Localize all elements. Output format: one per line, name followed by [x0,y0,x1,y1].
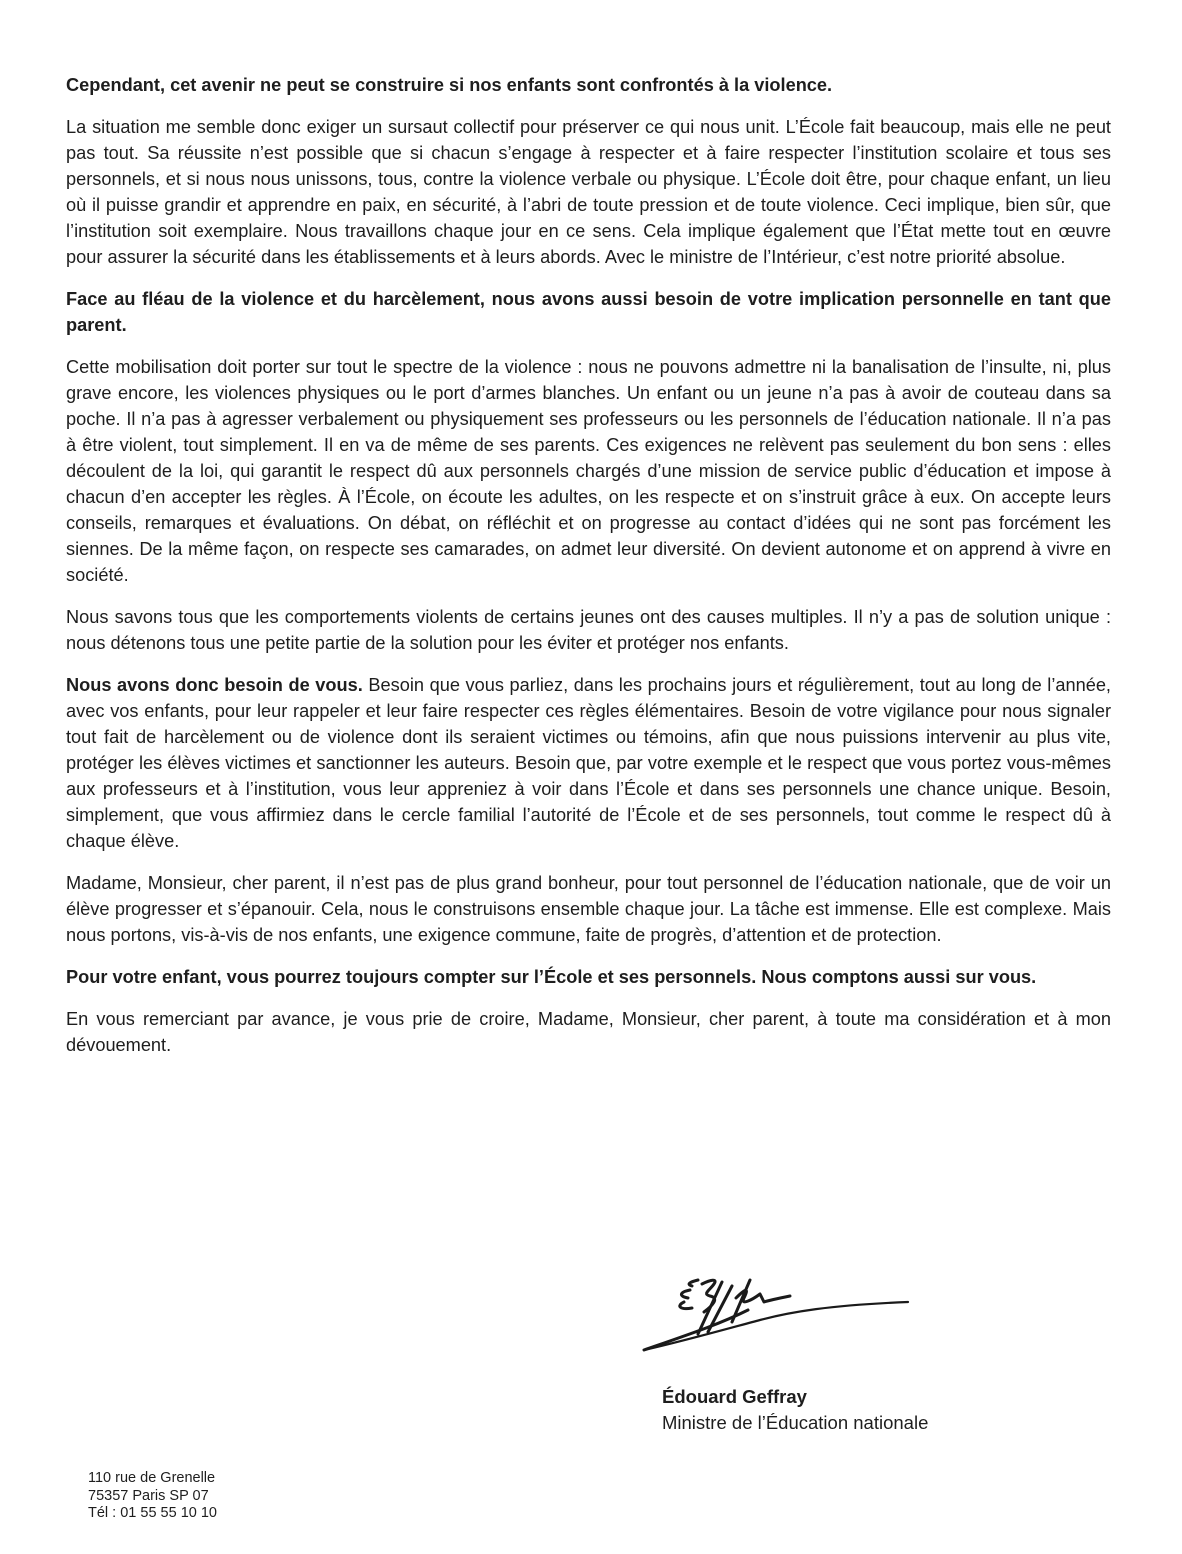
address-street: 110 rue de Grenelle [88,1470,216,1486]
address-phone: Tél : 01 55 55 10 10 [88,1505,217,1521]
signer-title: Ministre de l’Éducation nationale [662,1412,929,1433]
address-block [88,1470,217,1523]
paragraph-bold-lead: Pour votre enfant, vous pourrez toujours compter sur l’École et ses personnels. Nous comptons aussi sur vous. [66,967,1037,987]
address-city: 75357 Paris SP 07 [88,1487,209,1504]
paragraph-1 [66,72,1111,98]
paragraph-4 [66,354,1111,588]
paragraph-9 [66,1006,1111,1058]
paragraph-text: Nous savons tous que les comportements violents de certains jeunes ont des causes multiples. Il n’y a pas de solution unique : nous détenons tous une petite partie de la solution pour les éviter et protéger nos enfants. [66,607,1111,653]
paragraph-8 [66,964,1111,990]
paragraph-text: Madame, Monsieur, cher parent, il n’est pas de plus grand bonheur, pour tout personnel de l’éducation nationale, que de voir un élève progresser et s’épanouir. Cela, nous le construisons ensemble chaque jour. La tâche est immense. Elle est complexe. Mais nous portons, vis-à-vis de nos enfants, une exigence commune, faite de progrès, d’attention et de protection. [66,873,1111,945]
paragraph-text: En vous remerciant par avance, je vous prie de croire, Madame, Monsieur, cher parent, à toute ma considération et à mon dévouement. [66,1009,1111,1055]
letter-body [66,72,1111,1074]
signer-block [662,1384,928,1436]
paragraph-2 [66,114,1111,270]
paragraph-bold-lead: Face au fléau de la violence et du harcèlement, nous avons aussi besoin de votre implication personnelle en tant que parent. [66,289,1111,335]
paragraph-3 [66,286,1111,338]
paragraph-7 [66,870,1111,948]
paragraph-bold-lead: Nous avons donc besoin de vous. [66,675,363,695]
paragraph-5 [66,604,1111,656]
paragraph-text: Cette mobilisation doit porter sur tout le spectre de la violence : nous ne pouvons admettre ni la banalisation de l’insulte, ni, plus grave encore, les violences physiques ou le port d’armes blanches. Un enfant ou un jeune n’a pas à avoir de couteau dans sa poche. Il n’a pas à agresser verbalement ou physiquement ses professeurs ou les personnels de l’éducation nationale. Il n’a pas à être violent, tout simplement. Il en va de même de ses parents. Ces exigences ne relèvent pas seulement du bon sens : elles découlent de la loi, qui garantit le respect dû aux personnels chargés d’une mission de service public d’éducation et impose à chacun d’en accepter les règles. À l’École, on écoute les adultes, on les respecte et on s’instruit grâce à eux. On accepte leurs conseils, remarques et évaluations. On débat, on réfléchit et on progresse au contact d’idées qui ne sont pas forcément les siennes. De la même façon, on respecte ses camarades, on admet leur diversité. On devient autonome et on apprend à vivre en société. [66,357,1111,585]
paragraph-text: La situation me semble donc exiger un sursaut collectif pour préserver ce qui nous unit. L’École fait beaucoup, mais elle ne peut pas tout. Sa réussite n’est possible que si chacun s’engage à respecter et à faire respecter l’institution scolaire et tous ses personnels, et si nous nous unissons, tous, contre la violence verbale ou physique. L’École doit être, pour chaque enfant, un lieu où il puisse grandir et apprendre en paix, en sécurité, à l’abri de toute pression et de toute violence. Ceci implique, bien sûr, que l’institution soit exemplaire. Nous travaillons chaque jour en ce sens. Cela implique également que l’État mette tout en œuvre pour assurer la sécurité dans les établissements et à leurs abords. Avec le ministre de l’Intérieur, c’est notre priorité absolue. [66,117,1111,267]
signature-icon [640,1272,915,1354]
paragraph-6 [66,672,1111,854]
signer-name: Édouard Geffray [662,1386,807,1407]
paragraph-bold-lead: Cependant, cet avenir ne peut se construire si nos enfants sont confrontés à la violence. [66,75,833,95]
paragraph-text: Besoin que vous parliez, dans les prochains jours et régulièrement, tout au long de l’année, avec vos enfants, pour leur rappeler et leur faire respecter ces règles élémentaires. Besoin de votre vigilance pour nous signaler tout fait de harcèlement ou de violence dont ils seraient victimes ou témoins, afin que nous puissions intervenir au plus vite, protéger les élèves victimes et sanctionner les auteurs. Besoin que, par votre exemple et le respect que vous portez vous-mêmes aux professeurs et à l’institution, vous leur appreniez à voir dans l’École et dans ses personnels une chance unique. Besoin, simplement, que vous affirmiez dans le cercle familial l’autorité de l’École et de ses personnels, tout comme le respect dû à chaque élève. [66,675,1111,851]
